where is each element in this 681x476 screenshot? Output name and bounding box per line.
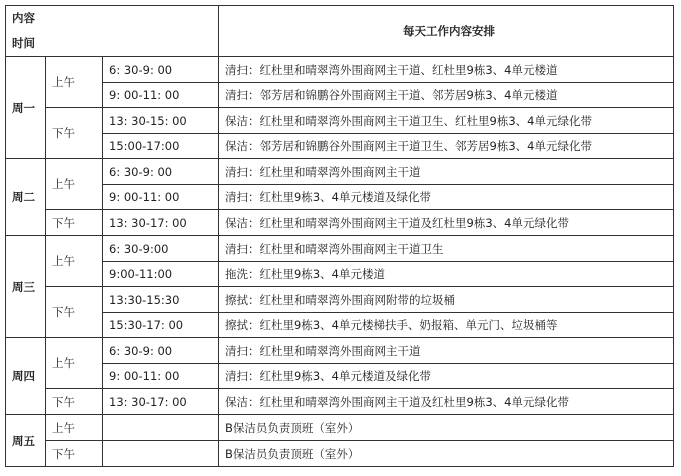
- time-slot: 9: 00-11: 00: [103, 83, 219, 108]
- column-title: 每天工作内容安排: [219, 6, 674, 57]
- time-slot: 13: 30-15: 00: [103, 108, 219, 134]
- task-description: 擦拭：红杜里和晴翠湾外围商网附带的垃圾桶: [219, 287, 674, 313]
- day-label: 周五: [6, 415, 46, 467]
- task-description: 清扫：红杜里9栋3、4单元楼道及绿化带: [219, 185, 674, 210]
- schedule-row: [6, 262, 674, 287]
- schedule-row: [6, 159, 674, 185]
- time-slot: 6: 30-9: 00: [103, 57, 219, 83]
- schedule-body: [6, 6, 674, 467]
- schedule-row: [6, 287, 674, 313]
- schedule-row: [6, 57, 674, 83]
- half-day-label: 上午: [46, 236, 103, 287]
- task-description: 清扫：红杜里和晴翠湾外围商网主干道、红杜里9栋3、4单元楼道: [219, 57, 674, 83]
- schedule-row: [6, 83, 674, 108]
- task-description: B保洁员负责顶班（室外）: [219, 441, 674, 467]
- task-description: 清扫：邻芳居和锦鹏谷外围商网主干道、邻芳居9栋3、4单元楼道: [219, 83, 674, 108]
- time-slot: 13:30-15:30: [103, 287, 219, 313]
- time-slot: 9: 00-11: 00: [103, 185, 219, 210]
- half-day-label: 上午: [46, 338, 103, 389]
- day-label: 周二: [6, 159, 46, 236]
- half-day-label: 上午: [46, 415, 103, 441]
- time-slot: 15:30-17: 00: [103, 313, 219, 338]
- schedule-row: [6, 415, 674, 441]
- half-day-label: 上午: [46, 57, 103, 108]
- task-description: B保洁员负责顶班（室外）: [219, 415, 674, 441]
- time-slot: [103, 415, 219, 441]
- schedule-table: [5, 5, 674, 467]
- schedule-row: [6, 185, 674, 210]
- schedule-row: [6, 210, 674, 236]
- task-description: 清扫：红杜里和晴翠湾外围商网主干道: [219, 159, 674, 185]
- task-description: 保洁：红杜里和晴翠湾外围商网主干道卫生、红杜里9栋3、4单元绿化带: [219, 108, 674, 134]
- time-slot: 13: 30-17: 00: [103, 210, 219, 236]
- time-slot: 13: 30-17: 00: [103, 389, 219, 415]
- time-slot: 6: 30-9:00: [103, 236, 219, 262]
- corner-bottom-label: 时间: [12, 36, 35, 50]
- header-row: [6, 6, 674, 57]
- task-description: 清扫：红杜里和晴翠湾外围商网主干道卫生: [219, 236, 674, 262]
- schedule-row: [6, 134, 674, 159]
- task-description: 清扫：红杜里和晴翠湾外围商网主干道: [219, 338, 674, 364]
- time-slot: [103, 441, 219, 467]
- time-slot: 9: 00-11: 00: [103, 364, 219, 389]
- task-description: 保洁：邻芳居和锦鹏谷外围商网主干道卫生、邻芳居9栋3、4单元绿化带: [219, 134, 674, 159]
- half-day-label: 下午: [46, 210, 103, 236]
- day-label: 周一: [6, 57, 46, 159]
- time-slot: 15:00-17:00: [103, 134, 219, 159]
- schedule-row: [6, 389, 674, 415]
- half-day-label: 上午: [46, 159, 103, 210]
- task-description: 保洁：红杜里和晴翠湾外围商网主干道及红杜里9栋3、4单元绿化带: [219, 389, 674, 415]
- task-description: 擦拭：红杜里9栋3、4单元楼梯扶手、奶报箱、单元门、垃圾桶等: [219, 313, 674, 338]
- time-slot: 6: 30-9: 00: [103, 338, 219, 364]
- task-description: 清扫：红杜里9栋3、4单元楼道及绿化带: [219, 364, 674, 389]
- schedule-row: [6, 313, 674, 338]
- day-label: 周三: [6, 236, 46, 338]
- time-slot: 9:00-11:00: [103, 262, 219, 287]
- corner-top-label: 内容: [12, 11, 35, 25]
- half-day-label: 下午: [46, 108, 103, 159]
- half-day-label: 下午: [46, 441, 103, 467]
- day-label: 周四: [6, 338, 46, 415]
- task-description: 保洁：红杜里和晴翠湾外围商网主干道及红杜里9栋3、4单元绿化带: [219, 210, 674, 236]
- task-description: 拖洗：红杜里9栋3、4单元楼道: [219, 262, 674, 287]
- schedule-row: [6, 364, 674, 389]
- half-day-label: 下午: [46, 287, 103, 338]
- schedule-row: [6, 338, 674, 364]
- schedule-row: [6, 108, 674, 134]
- schedule-row: [6, 441, 674, 467]
- corner-cell: [6, 6, 219, 57]
- half-day-label: 下午: [46, 389, 103, 415]
- time-slot: 6: 30-9: 00: [103, 159, 219, 185]
- schedule-row: [6, 236, 674, 262]
